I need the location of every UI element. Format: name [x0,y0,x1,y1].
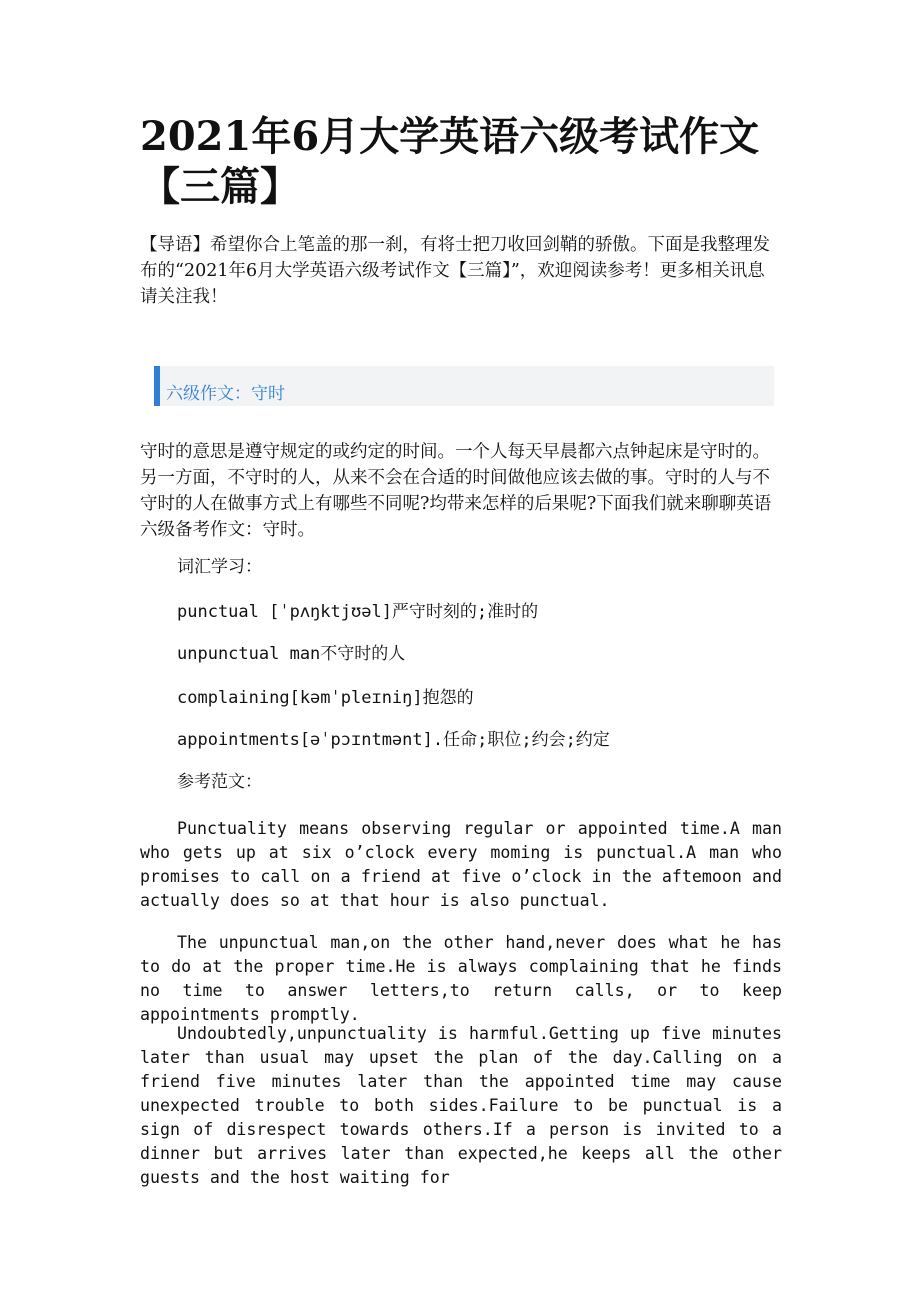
sample-heading: 参考范文： [177,772,262,792]
essay-paragraph: Punctuality means observing regular or appointed time.A man who gets up at six o’clock every moming is punctual.A man who promises to call on a friend at five o’clock in the aftemoon and actually does so at that hour is also punctual. [140,819,782,910]
essay-paragraph: Undoubtedly,unpunctuality is harmful.Getting up five minutes later than usual may upset the plan of the day.Calling on a friend five minutes later than the appointed time may cause unexpected trouble to both sides.Failure to be punctual is a sign of disrespect towards others.If a person is invited to a dinner but arrives later than expected,he keeps all the other guests and the host waiting for [140,1024,782,1187]
section-heading: 六级作文：守时 [166,384,285,404]
vocab-item: unpunctual man不守时的人 [177,644,406,664]
intro-paragraph: 【导语】希望你合上笔盖的那一刹，有将士把刀收回剑鞘的骄傲。下面是我整理发布的“2021年6月大学英语六级考试作文【三篇】”，欢迎阅读参考！更多相关讯息请关注我！ [140,235,770,307]
vocab-heading: 词汇学习： [177,557,262,577]
vocab-item: complaining[kəmˈpleɪniŋ]抱怨的 [177,688,474,708]
body-paragraph: 守时的意思是遵守规定的或约定的时间。一个人每天早晨都六点钟起床是守时的。另一方面，不守时的人，从来不会在合适的时间做他应该去做的事。守时的人与不守时的人在做事方式上有哪些不同呢?均带来怎样的后果呢?下面我们就来聊聊英语六级备考作文：守时。 [140,442,772,540]
page-title: 2021年6月大学英语六级考试作文【三篇】 [140,113,760,210]
vocab-item: punctual [ˈpʌŋktjʊəl]严守时刻的;准时的 [177,602,539,622]
essay-paragraph: The unpunctual man,on the other hand,never does what he has to do at the proper time.He is always complaining that he finds no time to answer letters,to return calls, or to keep appointments promptly. [140,933,782,1024]
vocab-item: appointments[əˈpɔɪntmənt].任命;职位;约会;约定 [177,730,610,750]
section-heading-box [154,366,774,406]
